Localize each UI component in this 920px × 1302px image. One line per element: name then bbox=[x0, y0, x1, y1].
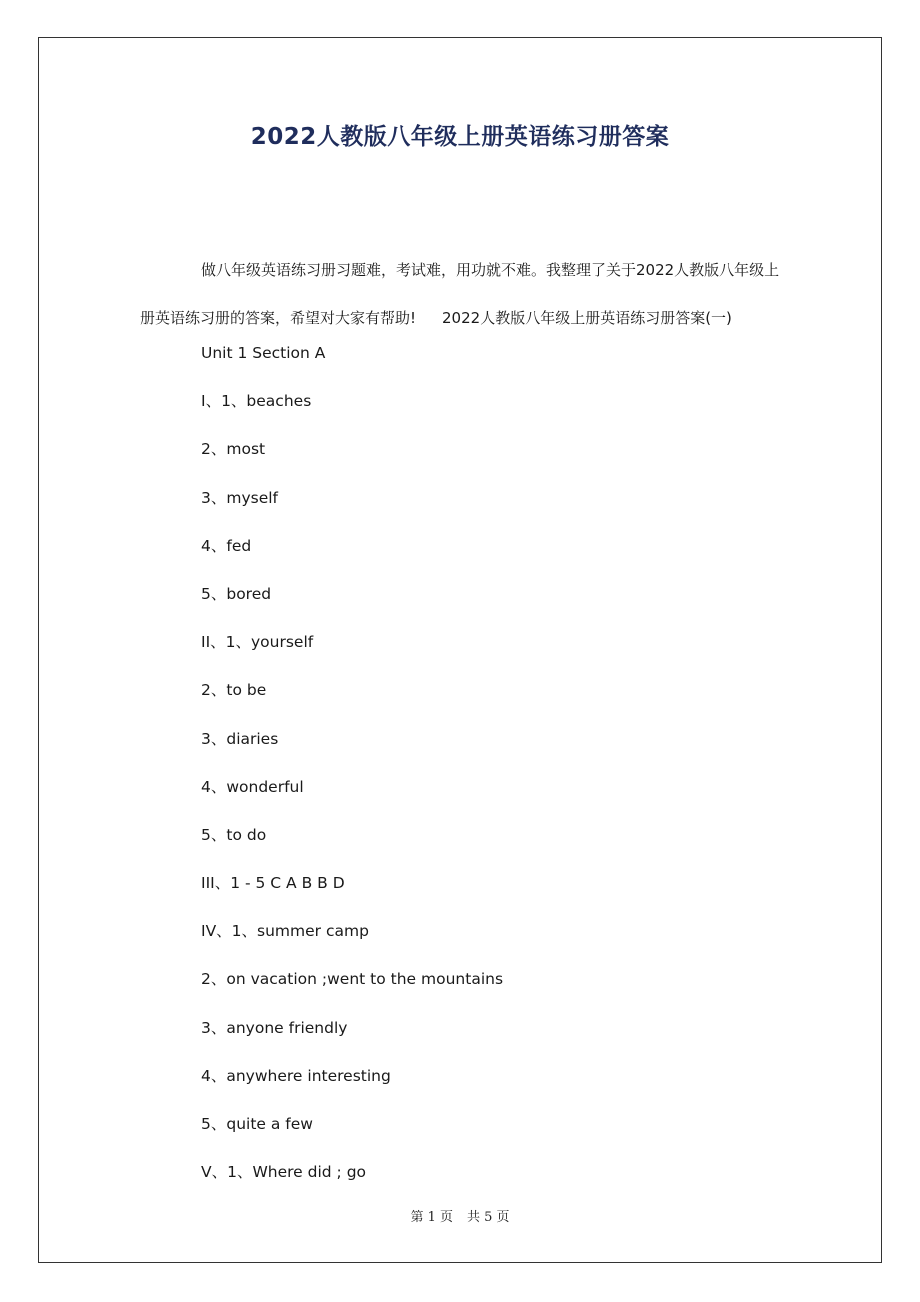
answer-line: 3、diaries bbox=[201, 729, 279, 748]
document-title: 2022人教版八年级上册英语练习册答案 bbox=[250, 124, 670, 150]
answer-list bbox=[201, 337, 503, 1204]
answer-line: 4、fed bbox=[201, 536, 252, 555]
answer-line: 5、quite a few bbox=[201, 1115, 313, 1133]
answer-line: V、1、Where did ; go bbox=[201, 1163, 367, 1182]
intro-paragraph bbox=[140, 246, 790, 342]
answer-line: 4、wonderful bbox=[201, 777, 304, 796]
answer-line: IV、1、summer camp bbox=[201, 922, 369, 941]
answer-line: II、1、yourself bbox=[201, 633, 314, 652]
answer-line: Unit 1 Section A bbox=[201, 344, 326, 362]
answer-line: 5、to do bbox=[201, 825, 267, 844]
answer-line: 5、bored bbox=[201, 584, 272, 603]
section-heading: 2022人教版八年级上册英语练习册答案(一) bbox=[442, 309, 732, 327]
answer-line: 2、to be bbox=[201, 681, 267, 700]
page-footer bbox=[0, 1206, 920, 1225]
answer-line: I、1、beaches bbox=[201, 392, 312, 411]
answer-line: 4、anywhere interesting bbox=[201, 1066, 391, 1085]
answer-line: 2、on vacation ;went to the mountains bbox=[201, 970, 504, 989]
answer-line: 3、anyone friendly bbox=[201, 1018, 348, 1037]
answer-line: 2、most bbox=[201, 440, 266, 459]
intro-text: 做八年级英语练习册习题难，考试难，用功就不难。我整理了关于2022人教版八年级上册英语练习册的答案，希望对大家有帮助! bbox=[140, 261, 780, 327]
page-number: 第 1 页 bbox=[410, 1210, 453, 1225]
answer-line: III、1 - 5 C A B B D bbox=[201, 874, 345, 893]
page-total: 共 5 页 bbox=[467, 1210, 510, 1225]
answer-line: 3、myself bbox=[201, 488, 279, 507]
